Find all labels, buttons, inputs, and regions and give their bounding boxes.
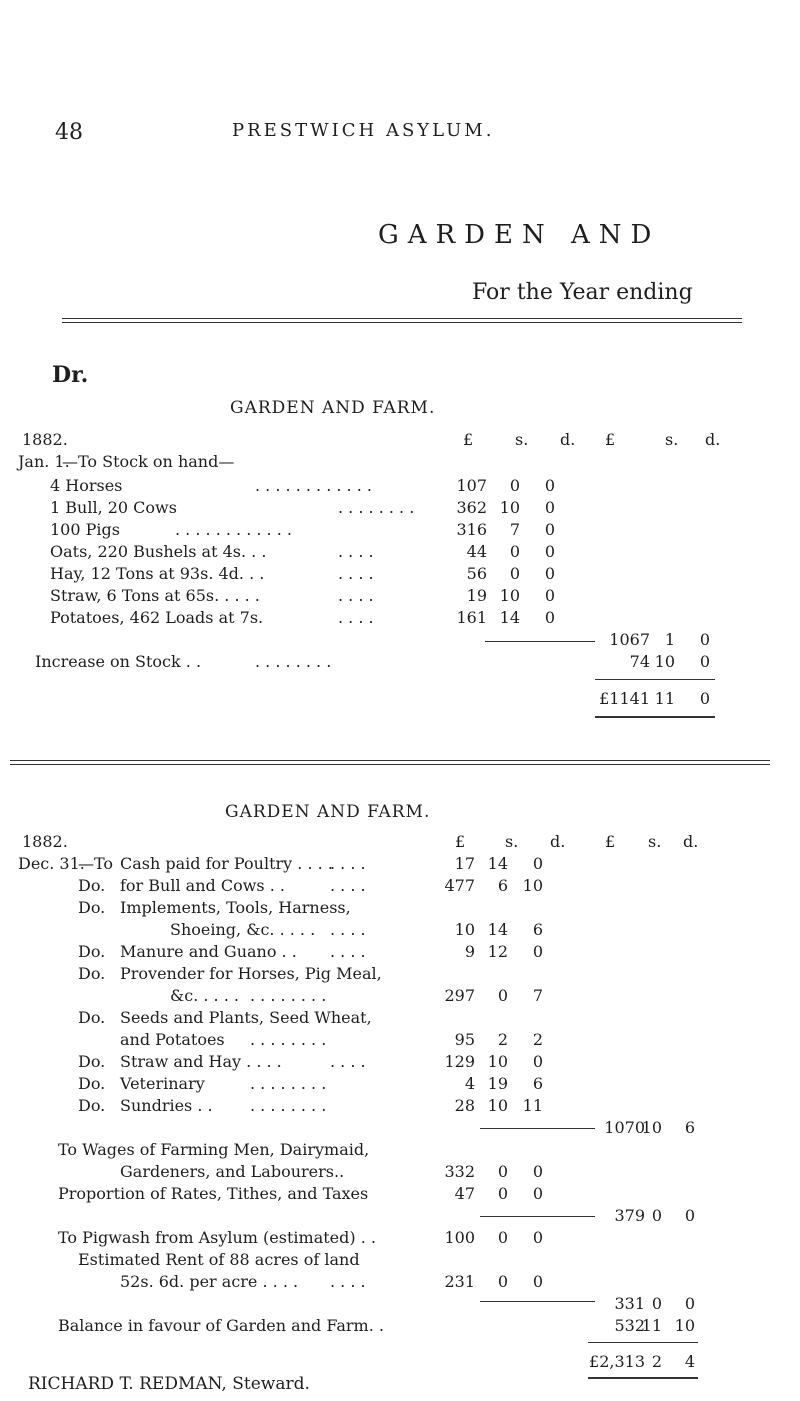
s2-col2-pounds: £ [605, 832, 616, 851]
s1-col-pence: d. [560, 430, 576, 449]
s2-col-pence: d. [550, 832, 566, 851]
subtitle: For the Year ending [472, 280, 693, 305]
top-rule-thin [62, 322, 742, 323]
mid-rule [10, 760, 770, 761]
s1-subtotal-rule [485, 641, 595, 642]
debit-mark: Dr. [52, 362, 89, 388]
s2-total-rule [588, 1342, 698, 1343]
s1-col-pounds: £ [463, 430, 474, 449]
section1-year: 1882. [22, 430, 68, 449]
s2-col-shillings: s. [505, 832, 519, 851]
s1-total-rule [595, 679, 715, 680]
s1-col-shillings: s. [515, 430, 529, 449]
section2-year: 1882. [22, 832, 68, 851]
page-number: 48 [55, 120, 83, 145]
section1-date: Jan. 1. [18, 452, 70, 471]
running-title: PRESTWICH ASYLUM. [232, 120, 495, 141]
section1-title: GARDEN AND FARM. [230, 398, 436, 418]
main-title: GARDEN AND [378, 220, 661, 250]
s2-col2-pence: d. [683, 832, 699, 851]
s1-col2-shillings: s. [665, 430, 679, 449]
section1-heading: —To Stock on hand— [62, 452, 235, 471]
mid-rule-thick [10, 764, 770, 765]
s2-col2-shillings: s. [648, 832, 662, 851]
s1-col2-pounds: £ [605, 430, 616, 449]
s1-total-double-rule [595, 716, 715, 718]
top-rule [62, 318, 742, 319]
s2-col-pounds: £ [455, 832, 466, 851]
section2-title: GARDEN AND FARM. [225, 802, 431, 822]
section2-date: Dec. 31. [18, 854, 85, 873]
s2-total-double-rule [588, 1377, 698, 1379]
signature: RICHARD T. REDMAN, Steward. [28, 1374, 310, 1394]
s1-col2-pence: d. [705, 430, 721, 449]
